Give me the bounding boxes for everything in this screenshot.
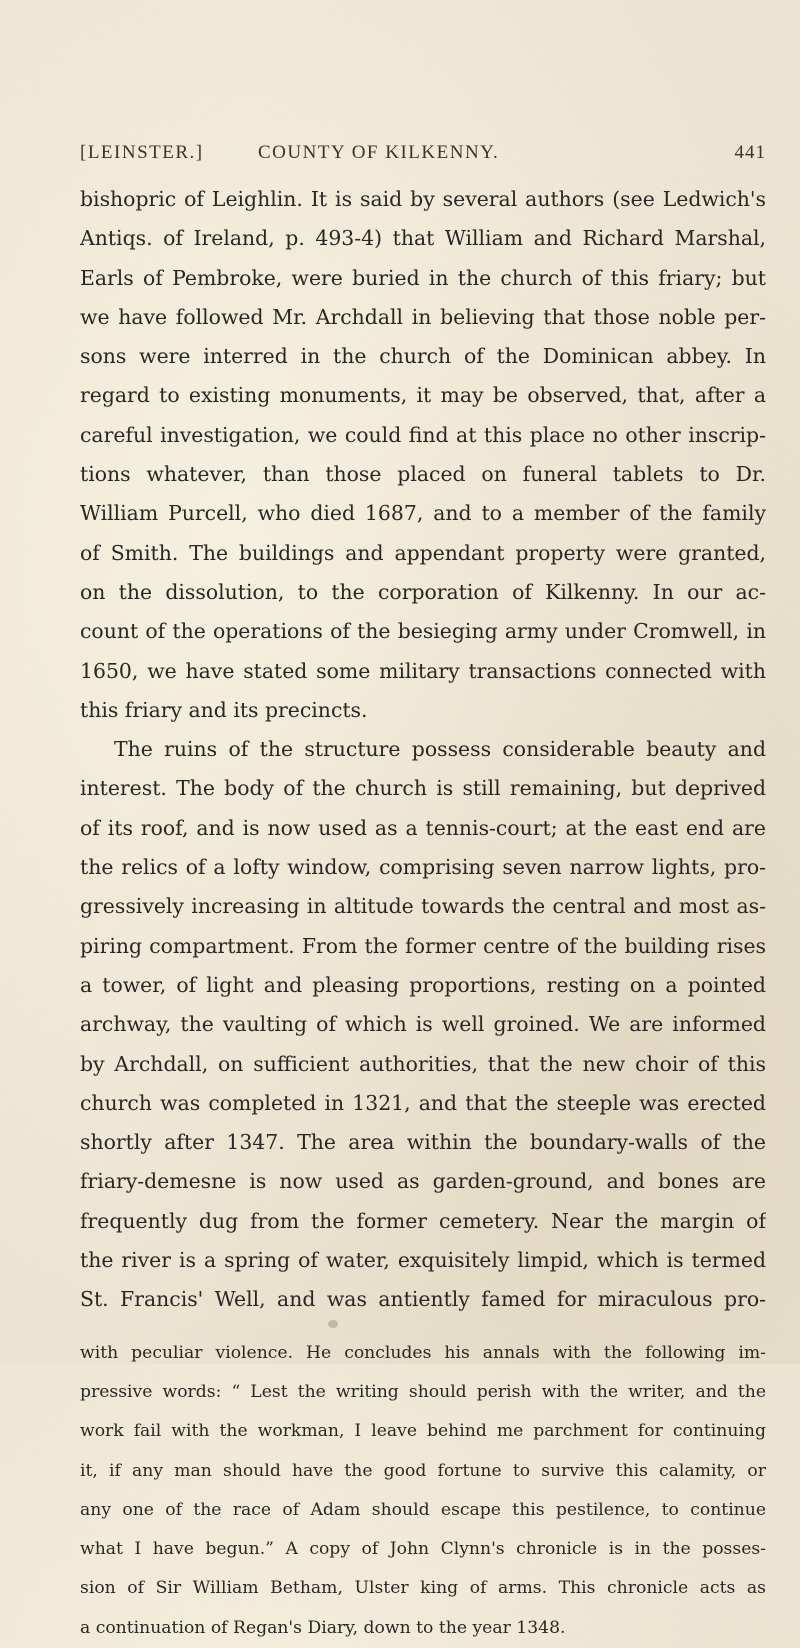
text-line: tions whatever, than those placed on funeral tablets to Dr.: [80, 462, 766, 487]
text-line: work fail with the workman, I leave behind me parchment for continuing: [80, 1421, 766, 1442]
text-line: the relics of a lofty window, comprising seven narrow lights, pro-: [80, 855, 766, 880]
text-line: gressively increasing in altitude towards the central and most as-: [80, 894, 766, 919]
text-line: this friary and its precincts.: [80, 697, 368, 722]
text-line: count of the operations of the besieging army under Cromwell, in: [80, 619, 766, 644]
text-line: pressive words: “ Lest the writing should perish with the writer, and the: [80, 1381, 766, 1402]
text-line: of its roof, and is now used as a tennis-court; at the east end are: [80, 815, 766, 840]
text-line: on the dissolution, to the corporation of Kilkenny. In our ac-: [80, 579, 766, 604]
text-line: shortly after 1347. The area within the boundary-walls of the: [80, 1130, 766, 1155]
text-line: sons were interred in the church of the Dominican abbey. In: [80, 344, 766, 369]
text-line: regard to existing monuments, it may be observed, that, after a: [80, 383, 766, 408]
body-text: [80, 180, 766, 1648]
text-line: what I have begun.” A copy of John Clynn's chronicle is in the posses-: [80, 1539, 766, 1560]
chapter-title: COUNTY OF KILKENNY.: [258, 142, 500, 163]
text-line: of Smith. The buildings and appendant property were granted,: [80, 540, 766, 565]
text-line: 1650, we have stated some military transactions connected with: [80, 658, 766, 683]
text-line: Antiqs. of Ireland, p. 493-4) that William and Richard Marshal,: [80, 226, 766, 251]
text-line: a tower, of light and pleasing proportions, resting on a pointed: [80, 972, 766, 997]
text-line: piring compartment. From the former centre of the building rises: [80, 933, 766, 958]
text-line: any one of the race of Adam should escape this pestilence, to continue: [80, 1499, 766, 1520]
text-line: careful investigation, we could find at this place no other inscrip-: [80, 422, 766, 447]
paragraph-gap: [80, 1320, 766, 1334]
text-line: the river is a spring of water, exquisitely limpid, which is termed: [80, 1248, 766, 1273]
text-line: interest. The body of the church is still remaining, but deprived: [80, 776, 766, 801]
text-line: it, if any man should have the good fortune to survive this calamity, or: [80, 1460, 766, 1481]
ink-smudge: [328, 1320, 338, 1328]
text-line: a continuation of Regan's Diary, down to the year 1348.: [80, 1617, 566, 1638]
text-line: sion of Sir William Betham, Ulster king of arms. This chronicle acts as: [80, 1578, 766, 1599]
text-line: church was completed in 1321, and that the steeple was erected: [80, 1090, 766, 1115]
page-number: 441: [734, 142, 766, 163]
text-line: friary-demesne is now used as garden-ground, and bones are: [80, 1169, 766, 1194]
text-line: with peculiar violence. He concludes his annals with the following im-: [80, 1342, 766, 1363]
running-head: [80, 142, 766, 172]
text-line: William Purcell, who died 1687, and to a member of the family: [80, 501, 766, 526]
text-line: frequently dug from the former cemetery. Near the margin of: [80, 1208, 766, 1233]
text-line: by Archdall, on sufficient authorities, that the new choir of this: [80, 1051, 766, 1076]
paragraph-clynn-chronicle: [80, 1334, 766, 1648]
text-line: St. Francis' Well, and was antiently famed for miraculous pro-: [80, 1287, 766, 1312]
text-line: bishopric of Leighlin. It is said by several authors (see Ledwich's: [80, 187, 766, 211]
paragraph-friary-history: [80, 180, 766, 730]
text-line: we have followed Mr. Archdall in believing that those noble per-: [80, 304, 766, 329]
text-line: Earls of Pembroke, were buried in the church of this friary; but: [80, 265, 766, 290]
text-line: The ruins of the structure possess considerable beauty and: [114, 737, 766, 762]
text-line: archway, the vaulting of which is well groined. We are informed: [80, 1012, 766, 1037]
paragraph-ruins-description: [80, 730, 766, 1319]
section-label: [LEINSTER.]: [80, 142, 204, 163]
